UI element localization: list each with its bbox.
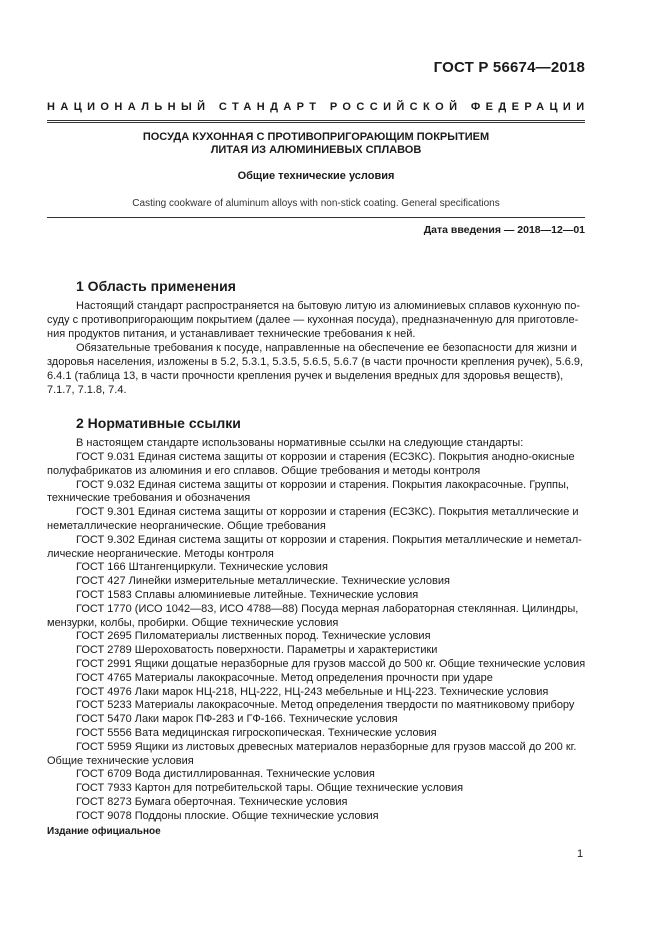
national-standard-banner: НАЦИОНАЛЬНЫЙ СТАНДАРТ РОССИЙСКОЙ ФЕДЕРАЦИИ — [47, 101, 590, 113]
s1-p2-line-1: Обязательные требования к посуде, направленные на обеспечение ее безопасности для жизни и — [76, 342, 577, 354]
official-edition-label: Издание официальное — [47, 826, 161, 837]
reference-item: ГОСТ 4765 Материалы лакокрасочные. Метод определения прочности при ударе — [76, 671, 493, 684]
s1-p2-line-4: 7.1.7, 7.1.8, 7.4. — [47, 384, 127, 396]
document-title-line-1: ПОСУДА КУХОННАЯ С ПРОТИВОПРИГОРАЮЩИМ ПОКРЫТИЕМ — [142, 131, 490, 143]
reference-item: ГОСТ 2695 Пиломатериалы лиственных пород. Технические условия — [76, 630, 431, 643]
introduction-date: Дата введения — 2018—12—01 — [423, 224, 585, 236]
reference-item: ГОСТ 1770 (ИСО 1042—83, ИСО 4788—88) Посуда мерная лабораторная стеклянная. Цилиндры, — [76, 602, 579, 615]
s1-p1-line-2: суду с противопригорающим покрытием (далее — кухонная посуда), предназначенную для приготовле- — [47, 314, 579, 326]
s1-p1-line-3: ния продуктов питания, и устанавливает технические требования к ней. — [47, 328, 416, 340]
reference-item-continuation: мензурки, колбы, пробирки. Общие технические условия — [47, 616, 339, 629]
reference-item: ГОСТ 4976 Лаки марок НЦ-218, НЦ-222, НЦ-243 мебельные и НЦ-223. Технические условия — [76, 685, 549, 698]
reference-item: ГОСТ 9078 Поддоны плоские. Общие технические условия — [76, 809, 379, 822]
reference-item-continuation: лические неорганические. Методы контроля — [47, 547, 274, 560]
document-subtitle: Общие технические условия — [237, 170, 395, 182]
reference-item: ГОСТ 7933 Картон для потребительской тары. Общие технические условия — [76, 782, 464, 795]
reference-item: ГОСТ 8273 Бумага оберточная. Технические условия — [76, 796, 348, 808]
section-2-heading: 2 Нормативные ссылки — [76, 415, 241, 431]
reference-item: ГОСТ 9.031 Единая система защиты от коррозии и старения (ЕСЗКС). Покрытия анодно-окисные — [76, 451, 575, 463]
header-rule-2 — [47, 122, 585, 123]
reference-item-continuation: технические требования и обозначения — [47, 492, 251, 505]
reference-item: ГОСТ 427 Линейки измерительные металлические. Технические условия — [76, 575, 450, 588]
title-rule — [47, 217, 585, 218]
reference-item: ГОСТ 6709 Вода дистиллированная. Технические условия — [76, 768, 375, 781]
reference-item: ГОСТ 1583 Сплавы алюминиевые литейные. Технические условия — [76, 589, 419, 601]
s1-p2-line-3: 6.4.1 (таблица 13, в части прочности крепления ручек и выделения вредных для здоровья веществ), — [47, 370, 564, 382]
reference-item: ГОСТ 9.301 Единая система защиты от коррозии и старения (ЕСЗКС). Покрытия металлические и — [76, 506, 579, 519]
reference-item-continuation: неметаллические неорганические. Общие требования — [47, 520, 326, 532]
reference-item: ГОСТ 9.302 Единая система защиты от коррозии и старения. Покрытия металлические и неметал- — [76, 533, 582, 546]
reference-item: ГОСТ 5556 Вата медицинская гигроскопическая. Технические условия — [76, 727, 437, 739]
reference-item: ГОСТ 2789 Шероховатость поверхности. Параметры и характеристики — [76, 644, 438, 657]
s1-p2-line-2: здоровья населения, изложены в 5.2, 5.3.1, 5.3.5, 5.6.5, 5.6.7 (в части прочности крепления ручек), 5.6.9, — [47, 356, 584, 368]
page-number: 1 — [577, 848, 584, 860]
reference-item: ГОСТ 5959 Ящики из листовых древесных материалов неразборные для грузов массой до 200 кг. — [76, 740, 577, 753]
document-number: ГОСТ Р 56674—2018 — [433, 59, 585, 76]
s2-intro: В настоящем стандарте использованы нормативные ссылки на следующие стандарты: — [76, 437, 524, 449]
reference-item: ГОСТ 5233 Материалы лакокрасочные. Метод определения твердости по маятниковому прибору — [76, 699, 575, 712]
document-title-line-2: ЛИТАЯ ИЗ АЛЮМИНИЕВЫХ СПЛАВОВ — [210, 144, 422, 156]
reference-item-continuation: Общие технические условия — [47, 754, 194, 767]
english-title: Casting cookware of aluminum alloys with non-stick coating. General specifications — [132, 198, 500, 209]
reference-item: ГОСТ 5470 Лаки марок ПФ-283 и ГФ-166. Технические условия — [76, 713, 398, 726]
reference-item-continuation: полуфабрикатов из алюминия и его сплавов. Общие требования и методы контроля — [47, 464, 481, 477]
header-rule-1 — [47, 120, 585, 121]
reference-item: ГОСТ 166 Штангенциркули. Технические условия — [76, 561, 328, 574]
reference-item: ГОСТ 9.032 Единая система защиты от коррозии и старения. Покрытия лакокрасочные. Группы, — [76, 478, 569, 491]
s1-p1-line-1: Настоящий стандарт распространяется на бытовую литую из алюминиевых сплавов кухонную по- — [76, 300, 581, 312]
reference-item: ГОСТ 2991 Ящики дощатые неразборные для грузов массой до 500 кг. Общие технические условия — [76, 658, 586, 670]
section-1-heading: 1 Область применения — [76, 278, 236, 294]
